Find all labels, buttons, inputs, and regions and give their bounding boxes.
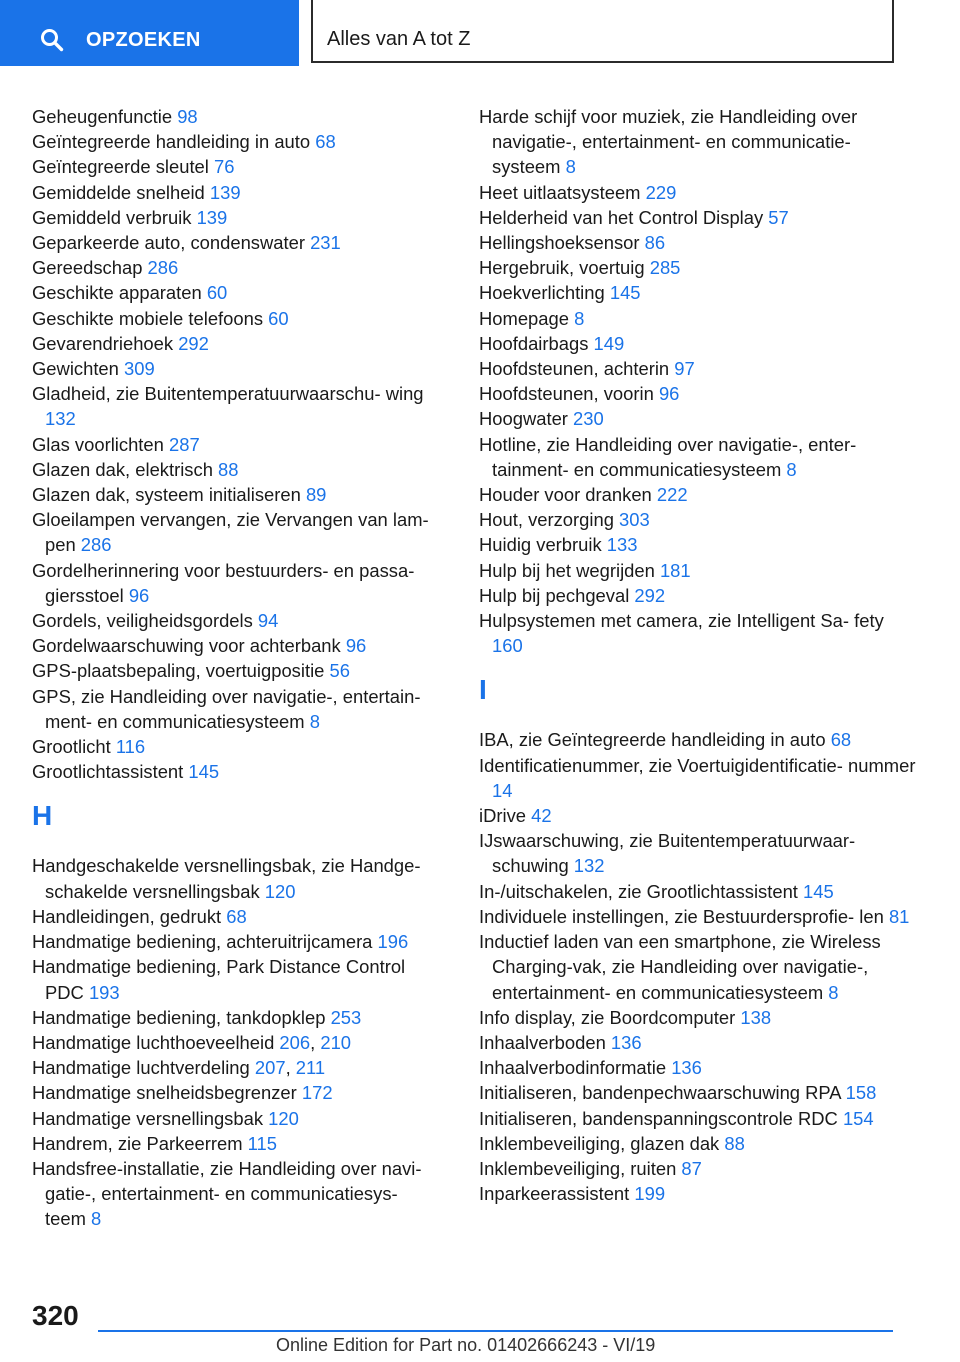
page-link[interactable]: 60 — [206, 282, 228, 304]
page-link[interactable]: 56 — [329, 660, 350, 682]
page-link[interactable]: 81 — [888, 905, 910, 927]
page-link[interactable]: 253 — [330, 1006, 362, 1028]
index-entry — [32, 1005, 442, 1030]
index-term: Gereedschap — [32, 257, 148, 279]
index-term: Hout, verzorging — [479, 509, 620, 531]
page-link[interactable]: 42 — [531, 805, 552, 827]
page-link[interactable]: 57 — [768, 206, 789, 228]
index-term: Initialiseren, bandenspanningscontrole RDC — [479, 1107, 843, 1129]
index-term: Handgeschakelde versnellingsbak, zie Handge- schakelde versnellingsbak — [32, 855, 421, 902]
page-link[interactable]: 97 — [674, 358, 695, 380]
page-link[interactable]: 303 — [619, 509, 650, 531]
page-link[interactable]: 8 — [91, 1208, 102, 1230]
index-term: Homepage — [479, 307, 575, 329]
index-entry — [32, 482, 442, 507]
index-entry — [32, 331, 442, 356]
page-link[interactable]: 120 — [268, 1107, 299, 1129]
index-term: Hulpsystemen met camera, zie Intelligent Sa- fety — [479, 610, 884, 632]
index-term: Hoofdairbags — [479, 332, 594, 354]
index-entry — [479, 507, 919, 532]
index-term: Hoofdsteunen, voorin — [479, 383, 659, 405]
page-link[interactable]: 68 — [830, 729, 852, 751]
index-term: Handsfree-installatie, zie Handleiding over navi- gatie-, entertainment- en communicatiesys- teem — [32, 1157, 422, 1230]
index-term: Gladheid, zie Buitentemperatuurwaarschu- wing — [32, 383, 424, 405]
page-link[interactable]: 139 — [196, 206, 228, 228]
index-entry — [479, 753, 919, 803]
index-entry — [479, 1181, 919, 1206]
search-icon — [40, 28, 64, 52]
page-link[interactable]: 88 — [724, 1132, 745, 1154]
page-link[interactable]: 60 — [268, 307, 289, 329]
index-term: Handmatige snelheidsbegrenzer — [32, 1082, 302, 1104]
page-link[interactable]: 8 — [786, 458, 797, 480]
page-link[interactable]: 8 — [565, 156, 576, 178]
page-link[interactable]: 98 — [177, 106, 198, 127]
index-entry — [479, 230, 919, 255]
index-entry — [479, 1080, 919, 1105]
page-link[interactable]: 14 — [492, 779, 513, 801]
index-term: Info display, zie Boordcomputer — [479, 1006, 741, 1028]
index-entry — [479, 255, 919, 280]
index-entry — [479, 406, 919, 431]
index-entry — [32, 280, 442, 305]
index-entry — [32, 129, 442, 154]
page-link[interactable]: 138 — [740, 1006, 772, 1028]
page-number: 320 — [32, 1300, 79, 1331]
page-link[interactable]: 292 — [178, 332, 209, 354]
page-link[interactable]: 68 — [226, 905, 247, 927]
index-entry — [479, 608, 919, 658]
index-term: Geschikte apparaten — [32, 282, 207, 304]
index-entry — [32, 1106, 442, 1131]
index-term: Hoogwater — [479, 408, 574, 430]
page-link[interactable]: 210 — [320, 1031, 352, 1053]
page-link[interactable]: 154 — [842, 1107, 874, 1129]
index-entry — [479, 583, 919, 608]
index-term: Handmatige bediening, achteruitrijcamera — [32, 931, 378, 953]
index-entry — [479, 104, 919, 180]
search-button[interactable] — [0, 0, 299, 66]
index-term: Glazen dak, systeem initialiseren — [32, 484, 306, 506]
index-entry — [32, 1131, 442, 1156]
index-entry — [32, 154, 442, 179]
page-link[interactable]: 287 — [168, 433, 200, 455]
page-link[interactable]: 76 — [213, 156, 235, 178]
page-link[interactable]: 292 — [634, 584, 666, 606]
index-entry — [32, 230, 442, 255]
page-link[interactable]: 87 — [681, 1157, 702, 1179]
page-link[interactable]: 120 — [264, 880, 296, 902]
page-link[interactable]: 96 — [658, 383, 680, 405]
page-link[interactable]: 285 — [649, 257, 681, 279]
index-entry — [479, 727, 919, 752]
index-term: Gewichten — [32, 358, 124, 380]
index-term: Handmatige luchtverdeling — [32, 1057, 255, 1079]
index-entry — [479, 1055, 919, 1080]
index-term: Inklembeveiliging, glazen dak — [479, 1132, 725, 1154]
index-term: Geparkeerde auto, condenswater — [32, 232, 311, 254]
index-term: Huidig verbruik — [479, 534, 607, 556]
index-term: Handrem, zie Parkeerrem — [32, 1132, 248, 1154]
index-term: Hulp bij het wegrijden — [479, 559, 660, 581]
index-term: Handmatige luchthoeveelheid — [32, 1031, 280, 1053]
index-term: Glazen dak, elektrisch — [32, 458, 219, 480]
page-link[interactable]: 181 — [659, 559, 691, 581]
index-term: Hellingshoeksensor — [479, 232, 645, 254]
search-label: OPZOEKEN — [86, 29, 201, 51]
page-link[interactable]: 193 — [88, 981, 120, 1003]
index-entry — [479, 356, 919, 381]
index-term: Geïntegreerde sleutel — [32, 156, 214, 178]
index-entry — [479, 205, 919, 230]
index-term: Gemiddelde snelheid — [32, 181, 210, 203]
index-entry — [479, 180, 919, 205]
index-entry — [479, 904, 919, 929]
index-term: Gordelwaarschuwing voor achterbank — [32, 635, 346, 657]
index-entry — [32, 759, 442, 784]
index-entry: Handmatige luchthoeveelheid 206, 210 — [32, 1031, 352, 1053]
page-link[interactable]: 139 — [209, 181, 241, 203]
index-entry — [479, 280, 919, 305]
page-link[interactable]: 115 — [247, 1132, 277, 1154]
index-term: Harde schijf voor muziek, zie Handleiding over navigatie-, entertainment- en communicatie- systeem — [479, 106, 858, 178]
page-link[interactable]: 132 — [45, 408, 76, 430]
page-link[interactable]: 8 — [828, 981, 839, 1003]
page-link[interactable]: 230 — [573, 408, 604, 430]
index-entry — [32, 734, 442, 759]
index-term: IBA, zie Geïntegreerde handleiding in auto — [479, 729, 831, 751]
page-link[interactable]: 132 — [573, 855, 605, 877]
index-entry — [479, 306, 919, 331]
index-entry — [32, 104, 442, 129]
index-term: Gevarendriehoek — [32, 332, 179, 354]
index-term: Inhaalverboden — [479, 1031, 611, 1053]
section-title: Alles van A tot Z — [327, 28, 471, 50]
index-entry — [32, 306, 442, 331]
index-entry — [479, 532, 919, 557]
index-term: Inhaalverbodinformatie — [479, 1057, 672, 1079]
index-entry — [479, 1131, 919, 1156]
index-letter-heading: H — [32, 800, 53, 832]
index-term: Hoekverlichting — [479, 282, 610, 304]
index-term: Inparkeerassistent — [479, 1183, 635, 1205]
index-term: Hoofdsteunen, achterin — [479, 358, 675, 380]
index-entry — [32, 180, 442, 205]
index-term: Geschikte mobiele telefoons — [32, 307, 269, 329]
index-entry — [32, 356, 442, 381]
index-term: Inklembeveiliging, ruiten — [479, 1157, 682, 1179]
index-entry — [32, 381, 442, 431]
index-entry — [479, 1005, 919, 1030]
index-term: Handmatige bediening, tankdopklep — [32, 1006, 331, 1028]
index-entry — [32, 432, 442, 457]
index-entry — [479, 1030, 919, 1055]
index-entry — [479, 879, 919, 904]
index-entry — [32, 904, 442, 929]
page-link[interactable]: 196 — [377, 931, 409, 953]
page-link[interactable]: 136 — [610, 1031, 642, 1053]
page-link[interactable]: 94 — [257, 610, 279, 632]
index-entry — [479, 1106, 919, 1131]
page-link[interactable]: 211 — [295, 1057, 326, 1079]
index-entry — [479, 929, 919, 1005]
footer-divider — [98, 1330, 893, 1332]
index-term: Gordelherinnering voor bestuurders- en passa- giersstoel — [32, 559, 415, 606]
index-entry — [32, 608, 442, 633]
index-term: Gloeilampen vervangen, zie Vervangen van lam- pen — [32, 509, 429, 556]
page-link[interactable]: 286 — [147, 257, 179, 279]
index-entry — [479, 828, 919, 878]
index-entry — [32, 633, 442, 658]
index-column-left — [32, 104, 442, 1232]
index-term: iDrive — [479, 805, 532, 827]
index-term: Helderheid van het Control Display — [479, 206, 769, 228]
index-term: Grootlicht — [32, 736, 116, 758]
page-link[interactable]: 145 — [188, 761, 220, 783]
index-entry: Handmatige luchtverdeling 207, 211 — [32, 1057, 326, 1079]
page-link[interactable]: 207 — [254, 1057, 286, 1079]
index-entry — [32, 205, 442, 230]
index-term: IJswaarschuwing, zie Buitentemperatuurwaar- schuwing — [479, 830, 856, 877]
index-term: In-/uitschakelen, zie Grootlichtassistent — [479, 880, 804, 902]
index-term: Hulp bij pechgeval — [479, 584, 635, 606]
index-term: Handleidingen, gedrukt — [32, 905, 227, 927]
index-entry — [479, 558, 919, 583]
index-entry — [479, 482, 919, 507]
page-link[interactable]: 206 — [279, 1031, 311, 1053]
page-link[interactable]: 88 — [218, 458, 239, 480]
section-tab[interactable] — [311, 0, 894, 63]
index-entry — [479, 381, 919, 406]
index-term: GPS-plaatsbepaling, voertuigpositie — [32, 660, 330, 682]
page-link[interactable]: 309 — [124, 358, 155, 380]
index-term: Initialiseren, bandenpechwaarschuwing RPA — [479, 1082, 846, 1104]
index-term: Identificatienummer, zie Voertuigidentificatie- nummer — [479, 754, 916, 776]
page-link[interactable]: 8 — [574, 307, 585, 329]
page-link[interactable]: 96 — [128, 584, 150, 606]
page-link[interactable]: 133 — [606, 534, 638, 556]
page-link[interactable]: 229 — [645, 181, 677, 203]
page-link[interactable]: 145 — [609, 282, 641, 304]
page-link[interactable]: 158 — [845, 1082, 877, 1104]
index-entry — [479, 803, 919, 828]
index-entry — [479, 331, 919, 356]
index-term: Handmatige versnellingsbak — [32, 1107, 269, 1129]
page-link[interactable]: 86 — [644, 232, 666, 254]
page-link[interactable]: 231 — [310, 232, 341, 254]
index-term: Handmatige bediening, Park Distance Control PDC — [32, 956, 406, 1003]
index-term: Geheugenfunctie — [32, 106, 178, 127]
index-entry — [479, 1156, 919, 1181]
index-entry — [32, 507, 442, 557]
index-term: GPS, zie Handleiding over navigatie-, entertain- ment- en communicatiesysteem — [32, 685, 421, 732]
index-entry — [32, 929, 442, 954]
index-term: Heet uitlaatsysteem — [479, 181, 646, 203]
page-link[interactable]: 199 — [634, 1183, 666, 1205]
page-link[interactable]: 68 — [315, 131, 336, 153]
page-link[interactable]: 172 — [301, 1082, 333, 1104]
index-term: Gemiddeld verbruik — [32, 206, 197, 228]
page-link[interactable]: 116 — [115, 736, 146, 758]
index-term: Glas voorlichten — [32, 433, 169, 455]
index-term: Houder voor dranken — [479, 484, 657, 506]
page-link[interactable]: 96 — [345, 635, 367, 657]
index-entry — [479, 432, 919, 482]
index-entry — [32, 457, 442, 482]
page-link[interactable]: 286 — [80, 534, 112, 556]
index-entry — [32, 853, 442, 903]
page-link[interactable]: 136 — [671, 1057, 702, 1079]
index-term: Individuele instellingen, zie Bestuurdersprofie- len — [479, 905, 889, 927]
index-term: Gordels, veiligheidsgordels — [32, 610, 258, 632]
index-term: Geïntegreerde handleiding in auto — [32, 131, 316, 153]
index-entry — [32, 558, 442, 608]
page-link[interactable]: 8 — [309, 710, 320, 732]
page-link[interactable]: 222 — [656, 484, 688, 506]
index-entry — [32, 1080, 442, 1105]
index-term: Grootlichtassistent — [32, 761, 189, 783]
page-link[interactable]: 89 — [305, 484, 327, 506]
index-column-right — [479, 104, 919, 1206]
page-link[interactable]: 145 — [803, 880, 834, 902]
index-term: Inductief laden van een smartphone, zie Wireless Charging-vak, zie Handleiding over navigatie-, entertainment- en communicatiesysteem — [479, 931, 881, 1003]
index-entry — [32, 255, 442, 280]
index-entry — [32, 1156, 442, 1232]
index-entry — [32, 658, 442, 683]
top-bar — [0, 0, 960, 66]
index-term: Hergebruik, voertuig — [479, 257, 650, 279]
index-term: Hotline, zie Handleiding over navigatie-, enter- tainment- en communicatiesysteem — [479, 433, 857, 480]
index-entry — [32, 954, 442, 1004]
edition-info: Online Edition for Part no. 01402666243 - VI/19 — [276, 1335, 656, 1355]
page-link[interactable]: 149 — [593, 332, 625, 354]
index-letter-heading: I — [479, 674, 487, 706]
page-link[interactable]: 160 — [492, 635, 523, 657]
index-entry — [32, 684, 442, 734]
